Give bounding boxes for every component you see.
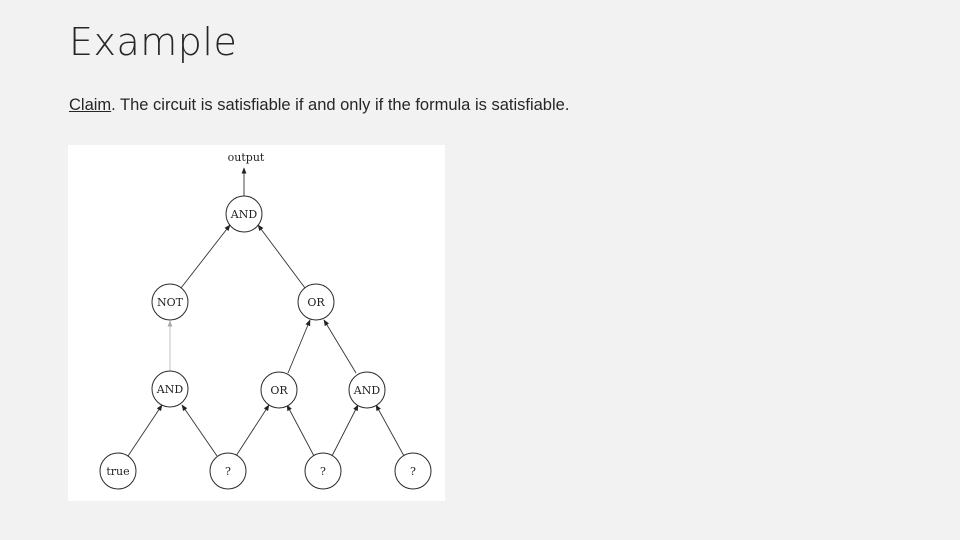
edge-q1-to-or-mid — [236, 405, 269, 456]
svg-text:AND: AND — [230, 208, 258, 221]
edge-q3-to-and-right — [376, 405, 404, 456]
slide-title: Example — [69, 20, 238, 64]
node-and-left — [152, 371, 188, 407]
edge-q1-to-and-left — [182, 405, 217, 456]
node-input-q3 — [395, 453, 431, 489]
circuit-svg — [68, 145, 445, 501]
node-input-true — [100, 453, 136, 489]
svg-text:AND: AND — [353, 384, 381, 397]
edge-q2-to-or-mid — [287, 405, 314, 456]
claim-statement — [69, 96, 569, 115]
svg-text:NOT: NOT — [157, 296, 183, 309]
edge-q2-to-and-right — [332, 405, 358, 456]
node-and-top — [226, 196, 262, 232]
claim-label: Claim — [69, 96, 112, 114]
edge-and-right-to-or-upper — [324, 320, 356, 373]
svg-text:true: true — [106, 465, 130, 478]
node-or-mid — [261, 372, 297, 408]
output-label: output — [227, 151, 265, 164]
node-input-q2 — [305, 453, 341, 489]
svg-text:?: ? — [410, 465, 416, 478]
edge-true-to-and-left — [128, 405, 162, 456]
node-and-right — [349, 372, 385, 408]
svg-text:OR: OR — [307, 296, 325, 309]
svg-text:OR: OR — [270, 384, 288, 397]
node-not — [152, 284, 188, 320]
edge-or-mid-to-or-upper — [288, 320, 310, 373]
node-or-upper — [298, 284, 334, 320]
svg-text:?: ? — [320, 465, 326, 478]
edge-or-upper-to-and-top — [258, 225, 305, 288]
svg-text:?: ? — [225, 465, 231, 478]
node-input-q1 — [210, 453, 246, 489]
svg-text:AND: AND — [156, 383, 184, 396]
circuit-diagram — [68, 145, 445, 501]
edge-not-to-and-top — [181, 225, 230, 288]
claim-text: . The circuit is satisfiable if and only if the formula is satisfiable. — [111, 96, 570, 114]
